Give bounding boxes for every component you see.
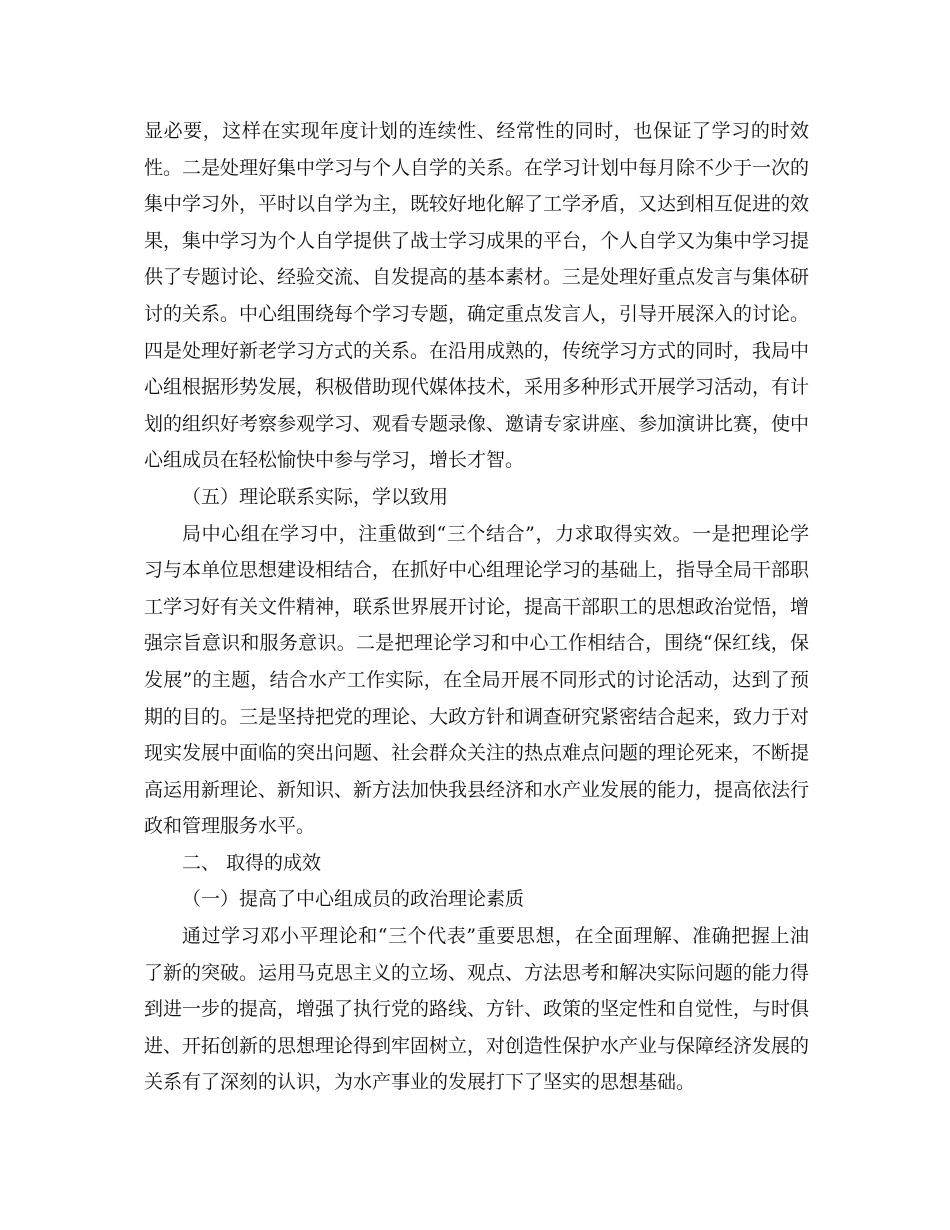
subsection-heading-one: （一）提高了中心组成员的政治理论素质 [182, 888, 525, 911]
paragraph-theory-study: 通过学习邓小平理论和“三个代表”重要思想，在全面理解、准确把握上油了新的突破。运用马克思主义的立场、观点、方法思考和解决实际问题的能力得到进一步的提高，增强了执行党的路线、方针、政策的坚定性和自觉性，与时俱进、开拓创新的思想理论得到牢固树立，对创造性保护水产业与保障经济发展的关系有了深刻的认识，为水产事业的发展打下了坚实的思想基础。 [144, 925, 810, 1094]
section-heading-achievements: 二、 取得的成效 [182, 851, 322, 874]
section-heading-five: （五）理论联系实际，学以致用 [182, 485, 449, 508]
paragraph-continued: 显必要，这样在实现年度计划的连续性、经常性的同时，也保证了学习的时效性。二是处理好集中学习与个人自学的关系。在学习计划中每月除不少于一次的集中学习外，平时以自学为主，既较好地化解了工学矛盾，又达到相互促进的效果，集中学习为个人自学提供了战士学习成果的平台，个人自学又为集中学习提供了专题讨论、经验交流、自发提高的基本素材。三是处理好重点发言与集体研讨的关系。中心组围绕每个学习专题，确定重点发言人，引导开展深入的讨论。四是处理好新老学习方式的关系。在沿用成熟的，传统学习方式的同时，我局中心组根据形势发展，积极借助现代媒体技术，采用多种形式开展学习活动，有计划的组织好考察参观学习、观看专题录像、邀请专家讲座、参加演讲比赛，使中心组成员在轻松愉快中参与学习，增长才智。 [144, 120, 810, 472]
document-body [144, 113, 809, 1101]
paragraph-three-combinations: 局中心组在学习中，注重做到“三个结合”，力求取得实效。一是把理论学习与本单位思想建设相结合，在抓好中心组理论学习的基础上，指导全局干部职工学习好有关文件精神，联系世界展开讨论，提高干部职工的思想政治觉悟，增强宗旨意识和服务意识。二是把理论学习和中心工作相结合，围绕“保红线，保发展”的主题，结合水产工作实际，在全局开展不同形式的讨论活动，达到了预期的目的。三是坚持把党的理论、大政方针和调查研究紧密结合起来，致力于对现实发展中面临的突出问题、社会群众关注的热点难点问题的理论死来，不断提高运用新理论、新知识、新方法加快我县经济和水产业发展的能力，提高依法行政和管理服务水平。 [144, 522, 810, 838]
